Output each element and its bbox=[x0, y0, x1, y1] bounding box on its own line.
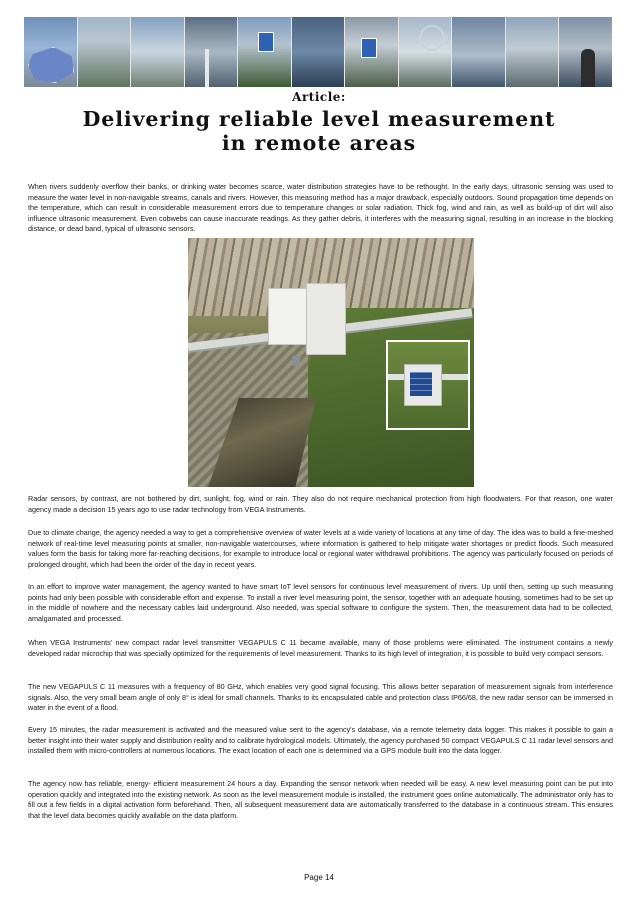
body-paragraph-1: Radar sensors, by contrast, are not bothered by dirt, sunlight, fog, wind or rain. They also do not require mechanical protection from high floodwaters. For that reason, one water agency made a decision 15 years ago to use radar technology from VEGA Instruments. bbox=[28, 494, 613, 514]
header-banner bbox=[24, 17, 612, 87]
banner-photo-bridge bbox=[399, 17, 453, 87]
banner-photo-gauge bbox=[506, 17, 560, 87]
banner-photo-weir bbox=[78, 17, 132, 87]
banner-photo-map bbox=[24, 17, 78, 87]
banner-photo-river bbox=[131, 17, 185, 87]
article-title bbox=[30, 107, 608, 155]
blue-sign-icon bbox=[258, 32, 274, 52]
banner-photo-outdoor-sensor bbox=[345, 17, 399, 87]
article-label: Article: bbox=[292, 90, 346, 104]
banner-photo-channel bbox=[292, 17, 346, 87]
photo-enclosure-b bbox=[306, 283, 346, 355]
body-paragraph-6: Every 15 minutes, the radar measurement is activated and the measured value sent to the agency's database, via a remote telemetry data logger. This makes it possible to gain a better insight into their water supply and distribution reality and to calibrate hydrological models. Ultimately, the agency purchased 50 compact VEGAPULS C 11 radar level sensors and installed them with micro-controllers at numerous locations. The exact location of each one is determined via a GPS module built into the data logger. bbox=[28, 725, 613, 756]
banner-photo-station bbox=[185, 17, 239, 87]
body-paragraph-2: Due to climate change, the agency needed a way to get a comprehensive overview of water levels at a wide variety of locations at any time of day. The idea was to build a fine-meshed network of real-time level measuring points at smaller, non-navigable watercourses, where information is gathered to help mitigate water shortages or predict floods. Such measured values form the basis for taking more far-reaching decisions, for example to introduce local or regional water withdrawal prohibitions. The agency was particularly focused on periods of prolonged drought, which had been the order of the day in recent years. bbox=[28, 528, 613, 569]
banner-photo-control-panel bbox=[452, 17, 506, 87]
title-line-1: Delivering reliable level measurement bbox=[82, 107, 556, 131]
banner-photo-sign bbox=[238, 17, 292, 87]
intro-paragraph: When rivers suddenly overflow their banks, or drinking water becomes scarce, water distribution strategies have to be rethought. In the early days, ultrasonic sensing was used to measure the water level in non-navigable streams, canals and rivers. However, this measuring method has a major drawback, especially outdoors. Sound propagation time depends on the temperature, which can result in considerable measurement errors due to temperature changes or solar radiation. Thick fog, wind and rain, as well as build-up of dirt will also influence ultrasonic measurement. Even cobwebs can cause inaccurate readings. As they gather debris, it interferes with the measuring signal, resulting in an increase in the blocking distance, or dead band, typical of ultrasonic sensors. bbox=[28, 182, 613, 234]
photo-inset-solar-panel bbox=[386, 340, 470, 430]
body-paragraph-5: The new VEGAPULS C 11 measures with a frequency of 80 GHz, which enables very good signal focusing. This allows better separation of measurement signals from interference signals. Also, the very small beam angle of only 8° is ideal for small channels. Thanks to its encapsulated cable and protection class IP66/68, the new radar sensor can be immersed in water in the event of a flood. bbox=[28, 682, 613, 713]
person-figure bbox=[581, 49, 595, 87]
body-paragraph-4: When VEGA Instruments' new compact radar level transmitter VEGAPULS C 11 became available, many of those problems were eliminated. The instrument contains a newly developed radar microchip that was specially optimized for the requirements of level measurement. Thanks to its high level of integration, it is possible to build very compact sensors. bbox=[28, 638, 613, 658]
article-photo bbox=[188, 238, 474, 487]
radar-sensor-icon bbox=[292, 356, 300, 366]
region-map-icon bbox=[28, 47, 74, 83]
pole-shape bbox=[205, 49, 209, 88]
circle-logo-icon bbox=[419, 25, 445, 51]
page-number: Page 14 bbox=[304, 873, 334, 882]
title-line-2: in remote areas bbox=[221, 131, 417, 155]
body-paragraph-3: In an effort to improve water management, the agency wanted to have smart IoT level sensors for continuous level measurement of rivers. Up until then, setting up such measuring points had only been possible with considerable effort and expense. To install a river level measuring point, the sensor, together with an adequate housing, sometimes had to be set up in the middle of nowhere and the necessary cables laid underground. Also needed, was special software to configure the system. Then, the measurement data had to be collected, amalgamated and processed. bbox=[28, 582, 613, 623]
sensor-box-icon bbox=[361, 38, 377, 58]
banner-photo-person bbox=[559, 17, 612, 87]
solar-panel-icon bbox=[410, 372, 432, 396]
body-paragraph-7: The agency now has reliable, energy- efficient measurement 24 hours a day. Expanding the sensor network when needed will be easy. A new level measuring point can be put into operation quickly and integrated into the existing network. As soon as the level measurement module is installed, the instrument goes online automatically. The administrator only has to fill out a few fields in a digital activation form beforehand. Then, all subsequent measurement data are automatically transferred to the database in a continuous stream. This ensures that the level data becomes quickly available on the data platform. bbox=[28, 779, 613, 820]
